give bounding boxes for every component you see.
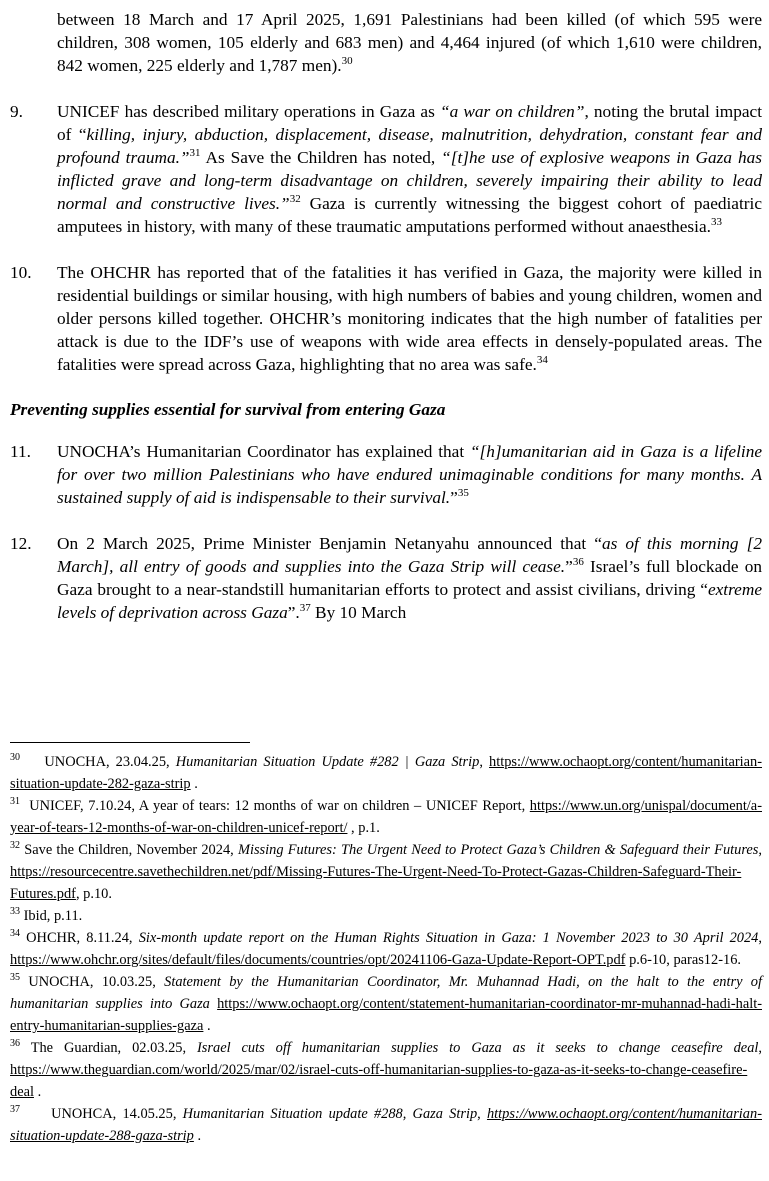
paragraph-number: 11.: [10, 442, 31, 461]
quote: extreme levels of deprivation across Gaza: [57, 580, 762, 622]
footnote-text: OHCHR, 8.11.24,: [26, 930, 139, 946]
quote: as of this morning [2 March], all entry of goods and supplies into the Gaza Strip will cease.: [57, 534, 762, 576]
section-heading: Preventing supplies essential for survival from entering Gaza: [10, 400, 446, 419]
paragraph-text: As Save the Children has noted,: [200, 148, 442, 167]
footnote-title: Humanitarian Situation Update #282 | Gaza Strip: [175, 754, 480, 770]
paragraph-text: Gaza is currently witnessing the biggest cohort of paediatric amputees in history, with many of these traumatic amputations performed without anaesthesia.: [57, 194, 762, 236]
quote: “[h]umanitarian aid in Gaza is a lifeline for over two million Palestinians who have endured unimaginable conditions for many months. A sustained supply of aid is indispensable to their survival.: [57, 442, 762, 507]
footnote-title: Missing Futures: The Urgent Need to Protect Gaza’s Children & Safeguard their Futures: [237, 842, 759, 858]
paragraph-8-continued: [10, 8, 762, 77]
footnote-text: ,: [479, 754, 490, 770]
footnote-link[interactable]: https://www.ohchr.org/sites/default/files/documents/countries/opt/20241106-Gaza-Update-Report-OPT.pdf: [10, 952, 626, 968]
footnote-ref[interactable]: 37: [299, 602, 311, 615]
footnote-link[interactable]: https://www.un.org/unispal/document/a-year-of-tears-12-months-of-war-on-children-unicef-report/: [10, 798, 762, 836]
footnote-text: ,: [758, 930, 762, 946]
footnote-30: [10, 751, 762, 795]
paragraph-text: , noting the brutal impact of “: [57, 102, 763, 144]
footnote-link[interactable]: https://www.ochaopt.org/content/humanitarian-situation-update-288-gaza-strip: [10, 1106, 762, 1144]
footnote-ref[interactable]: 35: [457, 487, 469, 500]
footnote-text: Save the Children, November 2024,: [24, 842, 238, 858]
footnote-title: Six-month update report on the Human Rights Situation in Gaza: 1 November 2023 to 30 April 2024: [138, 930, 759, 946]
footnote-number: 31: [10, 796, 20, 808]
paragraph-number: 10.: [10, 263, 32, 282]
footnote-text: ,: [758, 842, 762, 858]
footnote-text: UNICEF, 7.10.24, A year of tears: 12 months of war on children – UNICEF Report,: [29, 798, 530, 814]
footnote-text: .: [33, 1084, 42, 1100]
paragraph-number: 12.: [10, 534, 32, 553]
footnotes: [10, 751, 762, 1147]
footnote-35: [10, 971, 762, 1037]
footnote-34: [10, 927, 762, 971]
paragraph-text: between 18 March and 17 April 2025, 1,691 Palestinians had been killed (of which 595 were children, 308 women, 105 elderly and 683 men) and 4,464 injured (of which 1,610 were children, 842 women, 225 elderly and 1,787 men).: [57, 10, 762, 75]
paragraph-number: 9.: [10, 102, 23, 121]
footnote-number: 33: [10, 906, 20, 918]
footnote-36: [10, 1037, 762, 1103]
footnote-text: Ibid, p.11.: [23, 908, 83, 924]
footnote-ref[interactable]: 36: [572, 556, 584, 569]
paragraph-11: [10, 440, 762, 509]
footnote-link[interactable]: https://www.ochaopt.org/content/statement-humanitarian-coordinator-mr-muhannad-hadi-halt-entry-humanitarian-supplies-gaza: [10, 996, 762, 1034]
footnote-link[interactable]: https://resourcecentre.savethechildren.net/pdf/Missing-Futures-The-Urgent-Need-To-Protect-Gazas-Children-Safeguard-Their-Futures.pdf: [10, 864, 742, 902]
footnote-text: ,: [477, 1106, 487, 1122]
footnote-text: , p.10.: [75, 886, 112, 902]
paragraph-12: [10, 532, 762, 624]
quote: “a war on children”: [439, 102, 585, 121]
footnote-text: UNOCHA, 23.04.25,: [44, 754, 176, 770]
footnote-32: [10, 839, 762, 905]
footnote-text: p.6-10, paras12-16.: [625, 952, 741, 968]
footnote-title: Statement by the Humanitarian Coordinator, Mr. Muhannad Hadi, on the halt to the entry of humanitarian supplies into Gaza: [10, 974, 762, 1012]
paragraph-text: ”.: [287, 603, 300, 622]
footnote-number: 34: [10, 928, 20, 940]
footnote-ref[interactable]: 31: [189, 147, 201, 160]
footnote-31: [10, 795, 762, 839]
footnote-title: Humanitarian Situation update #288, Gaza Strip: [182, 1106, 478, 1122]
quote: “[t]he use of explosive weapons in Gaza has inflicted grave and long-term disadvantage on children, severely impairing their ability to lead normal and constructive lives.”: [57, 148, 762, 213]
footnote-text: , p.1.: [347, 820, 380, 836]
footnote-text: ,: [758, 1040, 762, 1056]
footnote-ref[interactable]: 33: [710, 216, 722, 229]
paragraph-text: On 2 March 2025, Prime Minister Benjamin Netanyahu announced that “: [57, 534, 602, 553]
footnote-number: 36: [10, 1038, 20, 1050]
footnote-text: .: [203, 1018, 211, 1034]
footnote-number: 35: [10, 972, 20, 984]
paragraph-text: UNOCHA’s Humanitarian Coordinator has explained that: [57, 442, 470, 461]
footnote-title: Israel cuts off humanitarian supplies to Gaza as it seeks to change ceasefire deal: [197, 1040, 759, 1056]
quote: killing, injury, abduction, displacement, disease, malnutrition, dehydration, constant fear and profound trauma.”: [57, 125, 762, 167]
paragraph-text: By 10 March: [310, 603, 407, 622]
footnote-text: [210, 996, 217, 1012]
footnote-text: .: [190, 776, 198, 792]
footnote-number: 30: [10, 752, 20, 764]
footnote-link[interactable]: https://www.theguardian.com/world/2025/mar/02/israel-cuts-off-humanitarian-supplies-to-gaza-as-it-seeks-to-change-ceasefire-deal: [10, 1062, 748, 1100]
footnote-text: The Guardian, 02.03.25,: [30, 1040, 197, 1056]
footnote-separator: [10, 742, 250, 743]
paragraph-text: The OHCHR has reported that of the fatalities it has verified in Gaza, the majority were killed in residential buildings or similar housing, with high numbers of babies and young children, women and older persons killed together. OHCHR’s monitoring indicates that the high number of fatalities per attack is due to the IDF’s use of weapons with wide area effects in densely-populated areas. The fatalities were spread across Gaza, highlighting that no area was safe.: [57, 263, 762, 374]
footnote-37: [10, 1103, 762, 1147]
footnote-number: 32: [10, 840, 20, 852]
footnote-ref[interactable]: 34: [536, 354, 548, 367]
footnote-text: UNOCHA, 10.03.25,: [28, 974, 165, 990]
footnote-33: [10, 905, 762, 927]
footnote-text: .: [193, 1128, 202, 1144]
paragraph-9: [10, 100, 762, 238]
footnote-link[interactable]: https://www.ochaopt.org/content/humanitarian-situation-update-282-gaza-strip: [10, 754, 762, 792]
paragraph-10: [10, 261, 762, 376]
footnote-ref[interactable]: 32: [289, 193, 301, 206]
footnote-number: 37: [10, 1104, 20, 1116]
footnote-ref[interactable]: 30: [341, 55, 353, 68]
paragraph-text: ”: [565, 557, 573, 576]
document-page: [10, 0, 762, 624]
paragraph-text: ”: [450, 488, 458, 507]
paragraph-text: Israel’s full blockade on Gaza brought to a near-standstill humanitarian efforts to protect and assist civilians, driving “: [57, 557, 762, 599]
footnote-text: UNOHCA, 14.05.25,: [51, 1106, 183, 1122]
paragraph-text: UNICEF has described military operations in Gaza as: [57, 102, 440, 121]
